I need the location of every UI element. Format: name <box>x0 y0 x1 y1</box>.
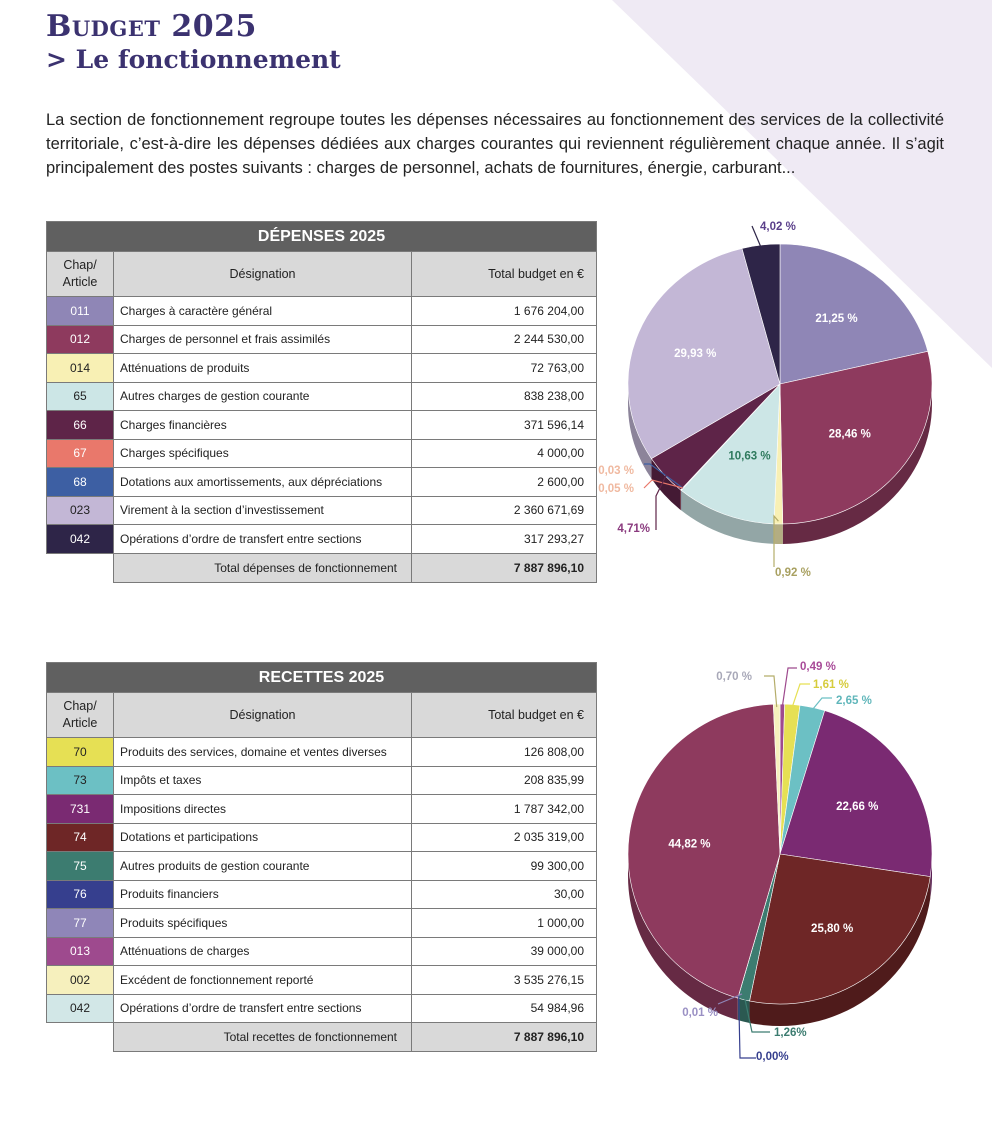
table-row <box>47 909 597 938</box>
pie-label-023: 29,93 % <box>674 348 717 361</box>
title-line-2: > Le fonctionnement <box>46 45 341 74</box>
pie-label-75: 1,26% <box>774 1027 807 1039</box>
pie-label-70: 1,61 % <box>813 679 849 691</box>
chapter-code: 73 <box>47 766 114 795</box>
pie-label-67: 0,05 % <box>598 483 634 495</box>
pie-label-77: 0,01 % <box>682 1007 718 1019</box>
chapter-code: 66 <box>47 411 114 440</box>
pie-label-74: 25,80 % <box>811 922 854 935</box>
chapter-code: 74 <box>47 823 114 852</box>
chapter-code: 67 <box>47 439 114 468</box>
amount: 39 000,00 <box>412 937 597 966</box>
amount: 2 035 319,00 <box>412 823 597 852</box>
pie-leader-70 <box>792 684 810 707</box>
designation: Dotations et participations <box>114 823 412 852</box>
designation: Atténuations de produits <box>114 354 412 383</box>
designation: Charges spécifiques <box>114 439 412 468</box>
chapter-code: 76 <box>47 880 114 909</box>
recettes-total-label: Total recettes de fonctionnement <box>114 1023 412 1052</box>
depenses-total-value: 7 887 896,10 <box>412 553 597 582</box>
chapter-code: 002 <box>47 966 114 995</box>
designation: Dotations aux amortissements, aux dépréciations <box>114 468 412 497</box>
chapter-code: 75 <box>47 852 114 881</box>
table-row <box>47 525 597 554</box>
chapter-code: 014 <box>47 354 114 383</box>
amount: 99 300,00 <box>412 852 597 881</box>
pie-label-013: 0,49 % <box>800 661 836 673</box>
recettes-table-title: RECETTES 2025 <box>47 663 597 693</box>
chapter-code: 68 <box>47 468 114 497</box>
pie-label-731: 22,66 % <box>836 801 879 814</box>
table-row <box>47 468 597 497</box>
pie-label-014: 0,92 % <box>775 567 811 579</box>
depenses-col-designation: Désignation <box>114 252 412 297</box>
recettes-pie-chart <box>592 660 952 1080</box>
designation: Opérations d’ordre de transfert entre sections <box>114 525 412 554</box>
chapter-code: 77 <box>47 909 114 938</box>
chapter-code: 013 <box>47 937 114 966</box>
chapter-code: 012 <box>47 325 114 354</box>
amount: 371 596,14 <box>412 411 597 440</box>
chapter-code: 65 <box>47 382 114 411</box>
amount: 30,00 <box>412 880 597 909</box>
designation: Impôts et taxes <box>114 766 412 795</box>
pie-label-76: 0,00% <box>756 1051 789 1063</box>
depenses-total-label: Total dépenses de fonctionnement <box>114 553 412 582</box>
chapter-code: 042 <box>47 994 114 1023</box>
chapter-code: 042 <box>47 525 114 554</box>
table-row <box>47 994 597 1023</box>
amount: 838 238,00 <box>412 382 597 411</box>
designation: Produits spécifiques <box>114 909 412 938</box>
depenses-table <box>46 221 597 583</box>
pie-label-011: 21,25 % <box>815 313 858 326</box>
table-row <box>47 382 597 411</box>
table-row <box>47 354 597 383</box>
designation: Opérations d’ordre de transfert entre sections <box>114 994 412 1023</box>
designation: Charges financières <box>114 411 412 440</box>
designation: Produits des services, domaine et ventes diverses <box>114 738 412 767</box>
depenses-pie-chart <box>592 212 952 592</box>
chapter-code: 731 <box>47 795 114 824</box>
table-row <box>47 439 597 468</box>
pie-side-014 <box>774 524 783 544</box>
title-line-1: Budget 2025 <box>46 9 257 44</box>
amount: 126 808,00 <box>412 738 597 767</box>
pie-label-65: 10,63 % <box>728 450 771 463</box>
amount: 3 535 276,15 <box>412 966 597 995</box>
depenses-col-total: Total budget en € <box>412 252 597 297</box>
designation: Excédent de fonctionnement reporté <box>114 966 412 995</box>
amount: 317 293,27 <box>412 525 597 554</box>
amount: 1 000,00 <box>412 909 597 938</box>
designation: Charges de personnel et frais assimilés <box>114 325 412 354</box>
recettes-col-code: Chap/ Article <box>47 693 114 738</box>
amount: 4 000,00 <box>412 439 597 468</box>
recettes-table <box>46 662 597 1052</box>
pie-label-66: 4,71% <box>617 523 650 535</box>
page-title <box>46 10 341 76</box>
depenses-total-spacer <box>47 553 114 582</box>
designation: Autres produits de gestion courante <box>114 852 412 881</box>
recettes-rows <box>47 738 597 1023</box>
table-row <box>47 852 597 881</box>
pie-label-012: 28,46 % <box>828 428 871 441</box>
table-row <box>47 880 597 909</box>
recettes-total-value: 7 887 896,10 <box>412 1023 597 1052</box>
amount: 2 600,00 <box>412 468 597 497</box>
amount: 2 244 530,00 <box>412 325 597 354</box>
chapter-code: 023 <box>47 496 114 525</box>
depenses-col-code: Chap/ Article <box>47 252 114 297</box>
amount: 208 835,99 <box>412 766 597 795</box>
designation: Autres charges de gestion courante <box>114 382 412 411</box>
pie-leader-042 <box>764 676 777 707</box>
designation: Virement à la section d’investissement <box>114 496 412 525</box>
table-row <box>47 496 597 525</box>
table-row <box>47 937 597 966</box>
designation: Impositions directes <box>114 795 412 824</box>
table-row <box>47 297 597 326</box>
table-row <box>47 966 597 995</box>
amount: 72 763,00 <box>412 354 597 383</box>
designation: Produits financiers <box>114 880 412 909</box>
pie-label-042: 0,70 % <box>716 671 752 683</box>
chapter-code: 011 <box>47 297 114 326</box>
table-row <box>47 325 597 354</box>
pie-label-68: 0,03 % <box>598 465 634 477</box>
intro-paragraph: La section de fonctionnement regroupe toutes les dépenses nécessaires au fonctionnement des services de la collectivité territoriale, c’est-à-dire les dépenses dédiées aux charges courantes qui reviennent régulièrement chaque année. Il s’agit principalement des postes suivants : charges de personnel, achats de fournitures, énergie, carburant... <box>46 111 944 177</box>
depenses-rows <box>47 297 597 554</box>
chapter-code: 70 <box>47 738 114 767</box>
table-row <box>47 823 597 852</box>
amount: 2 360 671,69 <box>412 496 597 525</box>
pie-label-002: 44,82 % <box>668 838 711 851</box>
designation: Charges à caractère général <box>114 297 412 326</box>
amount: 1 676 204,00 <box>412 297 597 326</box>
table-row <box>47 766 597 795</box>
recettes-col-designation: Désignation <box>114 693 412 738</box>
table-row <box>47 795 597 824</box>
table-row <box>47 738 597 767</box>
recettes-col-total: Total budget en € <box>412 693 597 738</box>
amount: 1 787 342,00 <box>412 795 597 824</box>
pie-label-73: 2,65 % <box>836 695 872 707</box>
designation: Atténuations de charges <box>114 937 412 966</box>
pie-slices-group <box>628 244 932 524</box>
pie-label-042: 4,02 % <box>760 221 796 233</box>
table-row <box>47 411 597 440</box>
depenses-table-title: DÉPENSES 2025 <box>47 222 597 252</box>
amount: 54 984,96 <box>412 994 597 1023</box>
recettes-total-spacer <box>47 1023 114 1052</box>
pie-slices-group <box>628 704 932 1004</box>
